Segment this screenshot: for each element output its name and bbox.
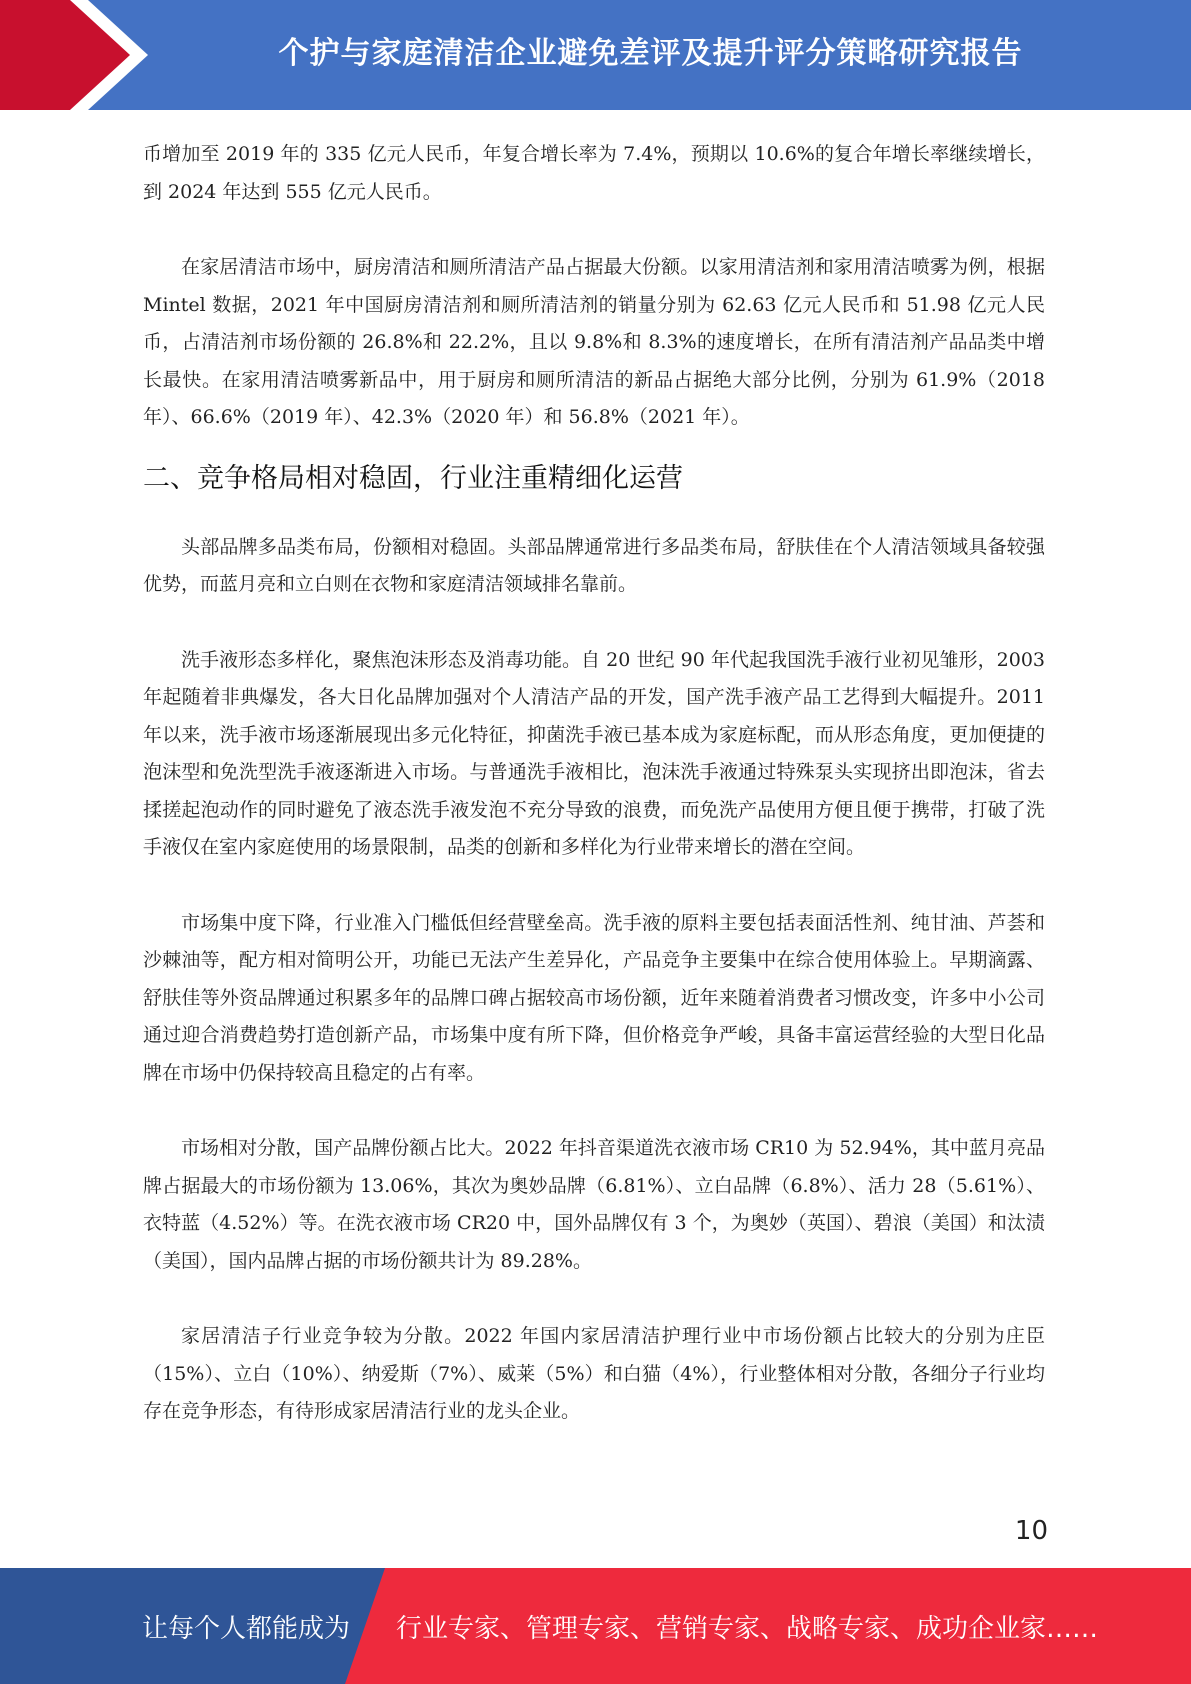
document-body — [143, 136, 1045, 1431]
paragraph-home-cleaning-competition: 家居清洁子行业竞争较为分散。2022 年国内家居清洁护理行业中市场份额占比较大的分别为庄臣（15%）、立白（10%）、纳爱斯（7%）、威莱（5%）和白猫（4%），行业整体相对分散，各细分子行业均存在竞争形态，有待形成家居清洁行业的龙头企业。 — [143, 1325, 1045, 1422]
section-heading: 二、竞争格局相对稳固，行业注重精细化运营 — [143, 462, 683, 494]
report-title: 个护与家庭清洁企业避免差评及提升评分策略研究报告 — [278, 36, 1023, 71]
paragraph-market-concentration: 市场集中度下降，行业准入门槛低但经营壁垒高。洗手液的原料主要包括表面活性剂、纯甘油、芦荟和沙棘油等，配方相对简明公开，功能已无法产生差异化，产品竞争主要集中在综合使用体验上。早期滴露、舒肤佳等外资品牌通过积累多年的品牌口碑占据较高市场份额，近年来随着消费者习惯改变，许多中小公司通过迎合消费趋势打造创新产品，市场集中度有所下降，但价格竞争严峻，具备丰富运营经验的大型日化品牌在市场中仍保持较高且稳定的占有率。 — [143, 911, 1045, 1084]
page-number: 10 — [1014, 1516, 1048, 1546]
paragraph-market-growth: 币增加至 2019 年的 335 亿元人民币，年复合增长率为 7.4%，预期以 10.6%的复合年增长率继续增长，到 2024 年达到 555 亿元人民币。 — [143, 143, 1045, 203]
page-footer — [0, 1568, 1191, 1684]
header-red-chevron — [0, 0, 150, 110]
footer-slogan-left: 让每个人都能成为 — [142, 1613, 351, 1644]
paragraph-hand-wash-forms: 洗手液形态多样化，聚焦泡沫形态及消毒功能。自 20 世纪 90 年代起我国洗手液行业初见雏形，2003 年起随着非典爆发，各大日化品牌加强对个人清洁产品的开发，国产洗手液产品工艺得到大幅提升。2011 年以来，洗手液市场逐渐展现出多元化特征，抑菌洗手液已基本成为家庭标配，而从形态角度，更加便捷的泡沫型和免洗型洗手液逐渐进入市场。与普通洗手液相比，泡沫洗手液通过特殊泵头实现挤出即泡沫，省去揉搓起泡动作的同时避免了液态洗手液发泡不充分导致的浪费，而免洗产品使用方便且便于携带，打破了洗手液仅在室内家庭使用的场景限制，品类的创新和多样化为行业带来增长的潜在空间。 — [143, 648, 1045, 858]
paragraph-laundry-market-share: 市场相对分散，国产品牌份额占比大。2022 年抖音渠道洗衣液市场 CR10 为 52.94%，其中蓝月亮品牌占据最大的市场份额为 13.06%，其次为奥妙品牌（6.81%）、立白品牌（6.8%）、活力 28（5.61%）、衣特蓝（4.52%）等。在洗衣液市场 CR20 中，国外品牌仅有 3 个，为奥妙（英国）、碧浪（美国）和汰渍（美国），国内品牌占据的市场份额共计为 89.28%。 — [143, 1137, 1045, 1272]
footer-slogan-right: 行业专家、管理专家、营销专家、战略专家、成功企业家…… — [396, 1613, 1099, 1644]
paragraph-leading-brands: 头部品牌多品类布局，份额相对稳固。头部品牌通常进行多品类布局，舒肤佳在个人清洁领域具备较强优势，而蓝月亮和立白则在衣物和家庭清洁领域排名靠前。 — [143, 535, 1045, 595]
page-header — [0, 0, 1191, 110]
paragraph-home-cleaning-market: 在家居清洁市场中，厨房清洁和厕所清洁产品占据最大份额。以家用清洁剂和家用清洁喷雾为例，根据 Mintel 数据，2021 年中国厨房清洁剂和厕所清洁剂的销量分别为 62.63 亿元人民币和 51.98 亿元人民币，占清洁剂市场份额的 26.8%和 22.2%，且以 9.8%和 8.3%的速度增长，在所有清洁剂产品品类中增长最快。在家用清洁喷雾新品中，用于厨房和厕所清洁的新品占据绝大部分比例，分别为 61.9%（2018 年）、66.6%（2019 年）、42.3%（2020 年）和 56.8%（2021 年）。 — [143, 256, 1045, 428]
